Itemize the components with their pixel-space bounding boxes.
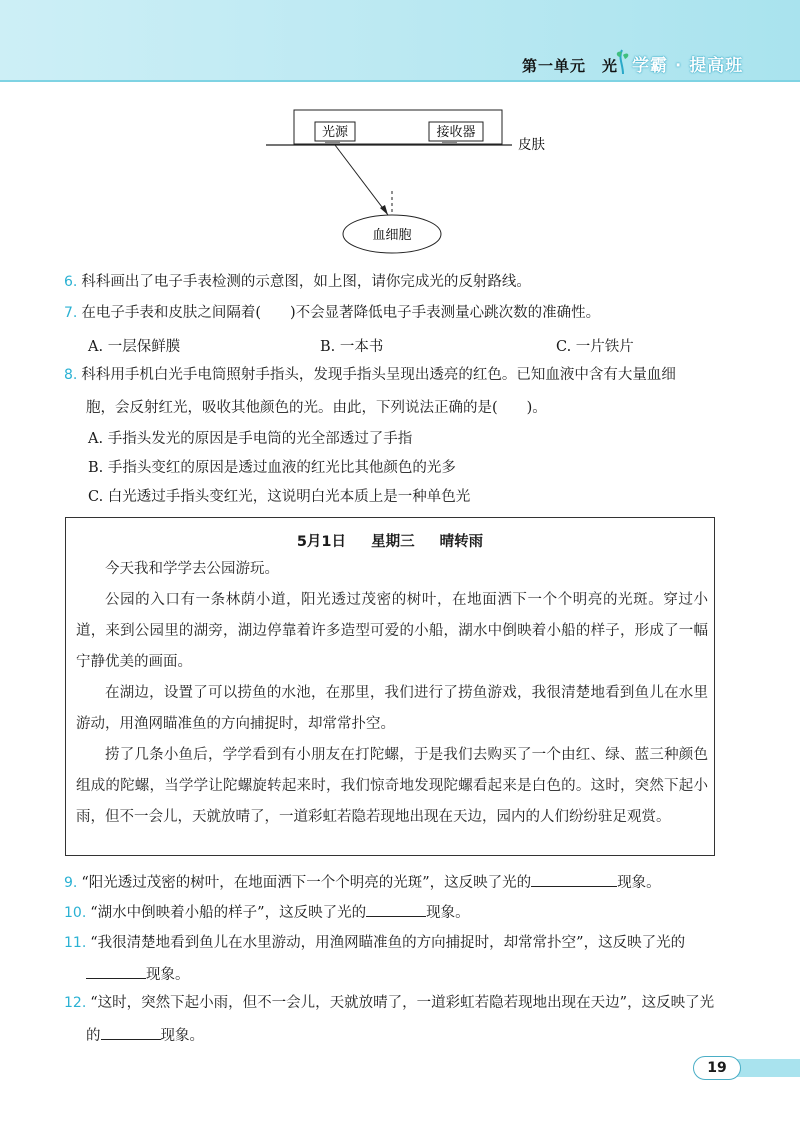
question-text-end: 现象。 — [146, 967, 190, 983]
incident-ray — [335, 145, 388, 215]
question-11-line2 — [86, 963, 190, 984]
question-number: 8. — [64, 367, 78, 383]
answer-blank[interactable] — [86, 964, 146, 979]
question-text-end: 现象。 — [426, 905, 470, 921]
question-text: 的 — [86, 1028, 101, 1044]
diary-box — [65, 517, 715, 856]
question-text: 在电子手表和皮肤之间隔着( )不会显著降低电子手表测量心跳次数的准确性。 — [81, 305, 601, 321]
question-number: 9. — [64, 875, 78, 891]
diary-paragraph: 捞了几条小鱼后，学学看到有小朋友在打陀螺，于是我们去购买了一个由红、绿、蓝三种颜色组成的陀螺，当学学让陀螺旋转起来时，我们惊奇地发现陀螺看起来是白色的。这时，突然下起小雨，但不一会儿，天就放晴了，一道彩虹若隐若现地出现在天边，园内的人们纷纷驻足观赏。 — [76, 747, 708, 825]
option-7a: A. 一层保鲜膜 — [88, 339, 181, 355]
diary-paragraph: 今天我和学学去公园游玩。 — [105, 561, 279, 577]
diary-header — [66, 530, 714, 551]
question-8 — [64, 365, 676, 385]
receiver-label: 接收器 — [436, 125, 476, 140]
question-number: 6. — [64, 274, 78, 290]
question-12 — [64, 993, 714, 1013]
option-7b: B. 一本书 — [320, 339, 384, 355]
answer-blank[interactable] — [366, 902, 426, 917]
diary-paragraph: 在湖边，设置了可以捞鱼的水池，在那里，我们进行了捞鱼游戏，我很清楚地看到鱼儿在水里游动，用渔网瞄准鱼的方向捕捉时，却常常扑空。 — [76, 685, 708, 732]
diary-weekday: 星期三 — [371, 534, 415, 550]
watch-sensor-diagram — [266, 105, 566, 265]
page-number: 19 — [693, 1056, 741, 1080]
question-12-line2 — [86, 1024, 204, 1045]
question-6 — [64, 272, 531, 292]
question-number: 12. — [64, 995, 87, 1011]
question-text: “这时，突然下起小雨，但不一会儿，天就放晴了，一道彩虹若隐若现地出现在天边”，这反映了光 — [90, 995, 715, 1011]
answer-blank[interactable] — [101, 1025, 161, 1040]
question-10 — [64, 902, 470, 923]
option-8c: C. 白光透过手指头变红光，这说明白光本质上是一种单色光 — [88, 489, 471, 505]
source-window — [325, 141, 340, 144]
question-text: “阳光透过茂密的树叶，在地面洒下一个个明亮的光斑”，这反映了光的 — [81, 875, 532, 891]
question-text: “我很清楚地看到鱼儿在水里游动，用渔网瞄准鱼的方向捕捉时，却常常扑空”，这反映了光的 — [90, 935, 686, 951]
question-11 — [64, 933, 685, 953]
question-number: 11. — [64, 935, 87, 951]
header-divider — [0, 80, 800, 82]
question-text: “湖水中倒映着小船的样子”，这反映了光的 — [90, 905, 367, 921]
option-8b: B. 手指头变红的原因是透过血液的红光比其他颜色的光多 — [88, 460, 456, 476]
diary-paragraph: 公园的入口有一条林荫小道，阳光透过茂密的树叶，在地面洒下一个个明亮的光斑。穿过小道，来到公园里的湖旁，湖边停靠着许多造型可爱的小船，湖水中倒映着小船的样子，形成了一幅宁静优美的画面。 — [76, 592, 708, 670]
receiver-window — [442, 141, 457, 144]
brand-logo-text: 学霸 · 提高班 — [632, 56, 744, 76]
question-number: 10. — [64, 905, 87, 921]
question-8-line2: 胞，会反射红光，吸收其他颜色的光。由此，下列说法正确的是( )。 — [86, 400, 547, 416]
diary-date: 5月1日 — [296, 534, 347, 550]
question-9 — [64, 872, 661, 893]
light-source-label: 光源 — [321, 125, 349, 140]
answer-blank[interactable] — [531, 872, 617, 887]
question-text-end: 现象。 — [617, 875, 661, 891]
question-text: 科科画出了电子手表检测的示意图，如上图，请你完成光的反射路线。 — [81, 274, 531, 290]
diary-weather: 晴转雨 — [439, 534, 484, 550]
question-text-end: 现象。 — [160, 1028, 204, 1044]
blood-cell-label: 血细胞 — [372, 228, 412, 243]
question-7 — [64, 303, 600, 323]
option-8a: A. 手指头发光的原因是手电筒的光全部透过了手指 — [88, 431, 413, 447]
brand-leaf-icon — [612, 46, 634, 76]
unit-title: 第一单元 光 — [521, 57, 618, 75]
skin-label: 皮肤 — [518, 137, 545, 153]
option-7c: C. 一片铁片 — [556, 339, 634, 355]
question-text: 科科用手机白光手电筒照射手指头，发现手指头呈现出透亮的红色。已知血液中含有大量血细 — [81, 367, 676, 383]
question-number: 7. — [64, 305, 78, 321]
